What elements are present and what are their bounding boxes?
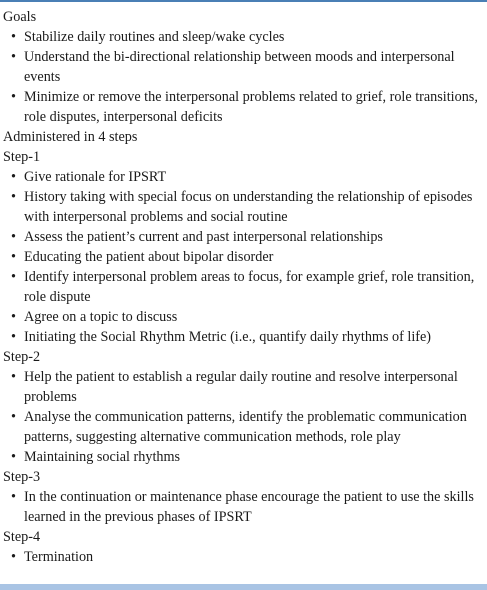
section-step-2 — [3, 347, 485, 467]
bullet-icon: • — [11, 549, 16, 565]
item-text: Minimize or remove the interpersonal problems related to grief, role transitions, role disputes, interpersonal deficits — [24, 89, 478, 125]
section-heading: Step-1 — [3, 149, 41, 165]
section-goals — [3, 7, 485, 127]
table-body — [3, 7, 485, 567]
list-item — [9, 27, 485, 47]
section-step-1 — [3, 147, 485, 347]
item-text: Help the patient to establish a regular daily routine and resolve interpersonal problems — [24, 369, 458, 405]
bullet-icon: • — [11, 89, 16, 105]
section-step-4 — [3, 527, 485, 567]
section-step-3 — [3, 467, 485, 527]
list-item — [9, 187, 485, 227]
item-text: Stabilize daily routines and sleep/wake cycles — [24, 29, 285, 45]
bullet-icon: • — [11, 449, 16, 465]
bullet-icon: • — [11, 29, 16, 45]
item-list — [3, 547, 485, 567]
item-text: Analyse the communication patterns, identify the problematic communication patterns, suggesting alternative communication methods, role play — [24, 409, 467, 445]
item-list — [3, 487, 485, 527]
bullet-icon: • — [11, 189, 16, 205]
item-text: Assess the patient’s current and past interpersonal relationships — [24, 229, 383, 245]
bullet-icon: • — [11, 309, 16, 325]
item-text: Maintaining social rhythms — [24, 449, 181, 465]
item-text: Agree on a topic to discuss — [24, 309, 178, 325]
item-list — [3, 167, 485, 347]
item-list — [3, 27, 485, 127]
section-heading: Step-3 — [3, 469, 41, 485]
list-item — [9, 247, 485, 267]
bullet-icon: • — [11, 369, 16, 385]
bullet-icon: • — [11, 49, 16, 65]
item-text: Termination — [24, 549, 94, 565]
bullet-icon: • — [11, 269, 16, 285]
list-item — [9, 47, 485, 87]
list-item — [9, 167, 485, 187]
list-item — [9, 327, 485, 347]
section-administered — [3, 127, 485, 147]
item-text: Give rationale for IPSRT — [24, 169, 167, 185]
section-heading: Goals — [3, 9, 37, 25]
table-bottom-rule — [0, 584, 487, 590]
item-text: Educating the patient about bipolar disorder — [24, 249, 274, 265]
item-text: Initiating the Social Rhythm Metric (i.e., quantify daily rhythms of life) — [24, 329, 432, 345]
bullet-icon: • — [11, 229, 16, 245]
bullet-icon: • — [11, 489, 16, 505]
list-item — [9, 267, 485, 307]
section-heading: Step-2 — [3, 349, 41, 365]
list-item — [9, 547, 485, 567]
bullet-icon: • — [11, 249, 16, 265]
section-heading: Step-4 — [3, 529, 41, 545]
list-item — [9, 227, 485, 247]
item-text: In the continuation or maintenance phase encourage the patient to use the skills learned in the previous phases of IPSRT — [24, 489, 474, 525]
list-item — [9, 367, 485, 407]
list-item — [9, 407, 485, 447]
bullet-icon: • — [11, 329, 16, 345]
list-item — [9, 447, 485, 467]
section-heading: Administered in 4 steps — [3, 129, 138, 145]
table-top-rule — [0, 0, 487, 2]
bullet-icon: • — [11, 409, 16, 425]
list-item — [9, 87, 485, 127]
list-item — [9, 487, 485, 527]
item-text: Identify interpersonal problem areas to focus, for example grief, role transition, role dispute — [24, 269, 475, 305]
item-text: History taking with special focus on understanding the relationship of episodes with interpersonal problems and social routine — [24, 189, 473, 225]
item-text: Understand the bi-directional relationship between moods and interpersonal events — [24, 49, 455, 85]
bullet-icon: • — [11, 169, 16, 185]
list-item — [9, 307, 485, 327]
item-list — [3, 367, 485, 467]
